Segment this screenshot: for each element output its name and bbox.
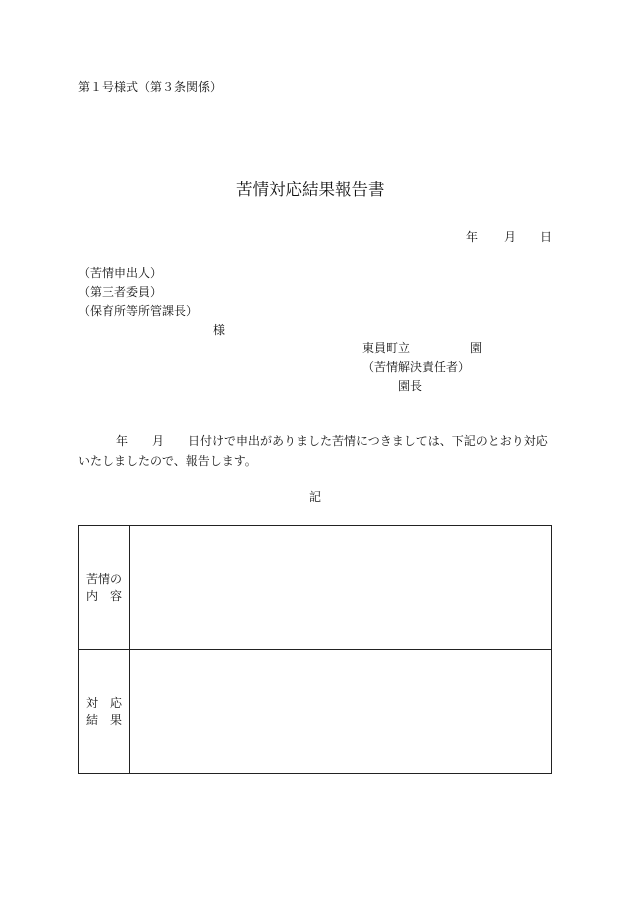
complaint-content-field[interactable]: [130, 526, 552, 650]
complaint-content-label-line1: 苦情の: [85, 571, 122, 586]
addressee-complainant: （苦情申出人）: [78, 266, 163, 280]
response-result-label: [79, 650, 130, 774]
body-line1: 日付けで申出がありました苦情につきましては、下記のとおり対応: [188, 434, 548, 448]
addressee-third-party: （第三者委員）: [78, 285, 163, 299]
form-number: 第１号様式（第３条関係）: [78, 80, 223, 94]
date-day-label: 日: [540, 230, 553, 244]
body-line2: いたしましたので、報告します。: [78, 454, 257, 468]
document-title: 苦情対応結果報告書: [236, 180, 385, 199]
response-result-field[interactable]: [130, 650, 552, 774]
table-row-response: [79, 650, 552, 774]
sender-facility-prefix: 東員町立: [362, 341, 411, 355]
sender-role: （苦情解決責任者）: [362, 360, 471, 374]
ki-heading: 記: [309, 490, 322, 504]
table-row-complaint: [79, 526, 552, 650]
response-result-label-line2: 結 果: [85, 712, 122, 727]
response-result-label-line1: 対 応: [85, 695, 122, 710]
complaint-content-label: [79, 526, 130, 650]
body-year-label: 年: [116, 434, 129, 448]
addressee-section-chief: （保育所等所管課長）: [78, 304, 199, 318]
complaint-content-label-line2: 内 容: [85, 588, 122, 603]
body-month-label: 月: [152, 434, 165, 448]
date-year-label: 年: [466, 230, 479, 244]
sender-title: 園長: [398, 379, 423, 393]
addressee-honorific: 様: [213, 323, 226, 337]
sender-facility-suffix: 園: [470, 341, 483, 355]
report-table: [78, 525, 552, 774]
date-month-label: 月: [504, 230, 517, 244]
